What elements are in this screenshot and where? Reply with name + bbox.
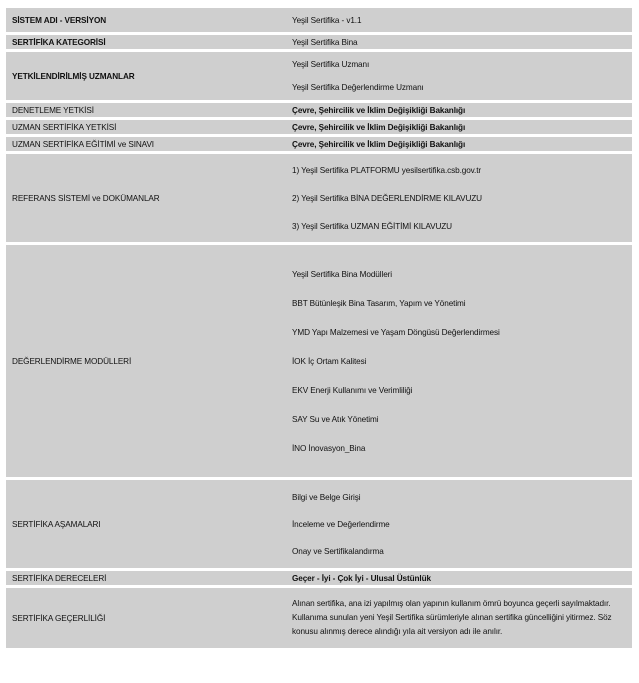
row-value: Yeşil Sertifika Bina	[286, 35, 632, 49]
table-row	[6, 52, 632, 100]
row-label: SERTİFİKA KATEGORİSİ	[6, 35, 266, 49]
row-value: Çevre, Şehircilik ve İklim Değişikliği Bakanlığı	[286, 103, 632, 117]
row-label: SERTİFİKA GEÇERLİLİĞİ	[6, 588, 266, 648]
table-row	[6, 103, 632, 117]
row-value: Bilgi ve Belge Girişi İnceleme ve Değerlendirme Onay ve Sertifikalandırma	[286, 480, 632, 568]
table-row	[6, 480, 632, 568]
row-label: SERTİFİKA AŞAMALARI	[6, 480, 266, 568]
row-label: SERTİFİKA DERECELERİ	[6, 571, 266, 585]
row-value: Çevre, Şehircilik ve İklim Değişikliği Bakanlığı	[286, 137, 632, 151]
row-label: DENETLEME YETKİSİ	[6, 103, 266, 117]
table-row	[6, 245, 632, 477]
row-value: Yeşil Sertifika Uzmanı Yeşil Sertifika Değerlendirme Uzmanı	[286, 52, 632, 100]
row-value: Yeşil Sertifika Bina Modülleri BBT Bütünleşik Bina Tasarım, Yapım ve Yönetimi YMD Yapı Malzemesi ve Yaşam Döngüsü Değerlendirmesi İOK İç Ortam Kalitesi EKV Enerji Kullanımı ve Verimliliği SAY Su ve Atık Yönetimi İNO İnovasyon_Bina	[286, 245, 632, 477]
row-label: REFERANS SİSTEMİ ve DOKÜMANLAR	[6, 154, 266, 242]
row-value: Alınan sertifika, ana izi yapılmış olan yapının kullanım ömrü boyunca geçerli sayılmaktadır. Kullanıma sunulan yeni Yeşil Sertifika sürümleriyle alınan sertifika güncelliğini yitirmez. Söz konusu alınmış derece alındığı yıla ait versiyon adı ile anılır.	[286, 588, 632, 648]
row-value: Yeşil Sertifika - v1.1	[286, 8, 632, 32]
table-row	[6, 154, 632, 242]
row-label: YETKİLENDİRİLMİŞ UZMANLAR	[6, 52, 266, 100]
table-row	[6, 137, 632, 151]
row-value: 1) Yeşil Sertifika PLATFORMU yesilsertifika.csb.gov.tr 2) Yeşil Sertifika BİNA DEĞERLENDİRME KILAVUZU 3) Yeşil Sertifika UZMAN EĞİTİMİ KILAVUZU	[286, 154, 632, 242]
row-value: Çevre, Şehircilik ve İklim Değişikliği Bakanlığı	[286, 120, 632, 134]
table-row	[6, 571, 632, 585]
row-value: Geçer - İyi - Çok İyi - Ulusal Üstünlük	[286, 571, 632, 585]
certification-info-table	[6, 5, 632, 651]
table-row	[6, 120, 632, 134]
row-label: UZMAN SERTİFİKA YETKİSİ	[6, 120, 266, 134]
table-row	[6, 35, 632, 49]
table-row	[6, 588, 632, 648]
row-label: UZMAN SERTİFİKA EĞİTİMİ ve SINAVI	[6, 137, 266, 151]
row-label: SİSTEM ADI - VERSİYON	[6, 8, 266, 32]
table-row	[6, 8, 632, 32]
row-label: DEĞERLENDİRME MODÜLLERİ	[6, 245, 266, 477]
